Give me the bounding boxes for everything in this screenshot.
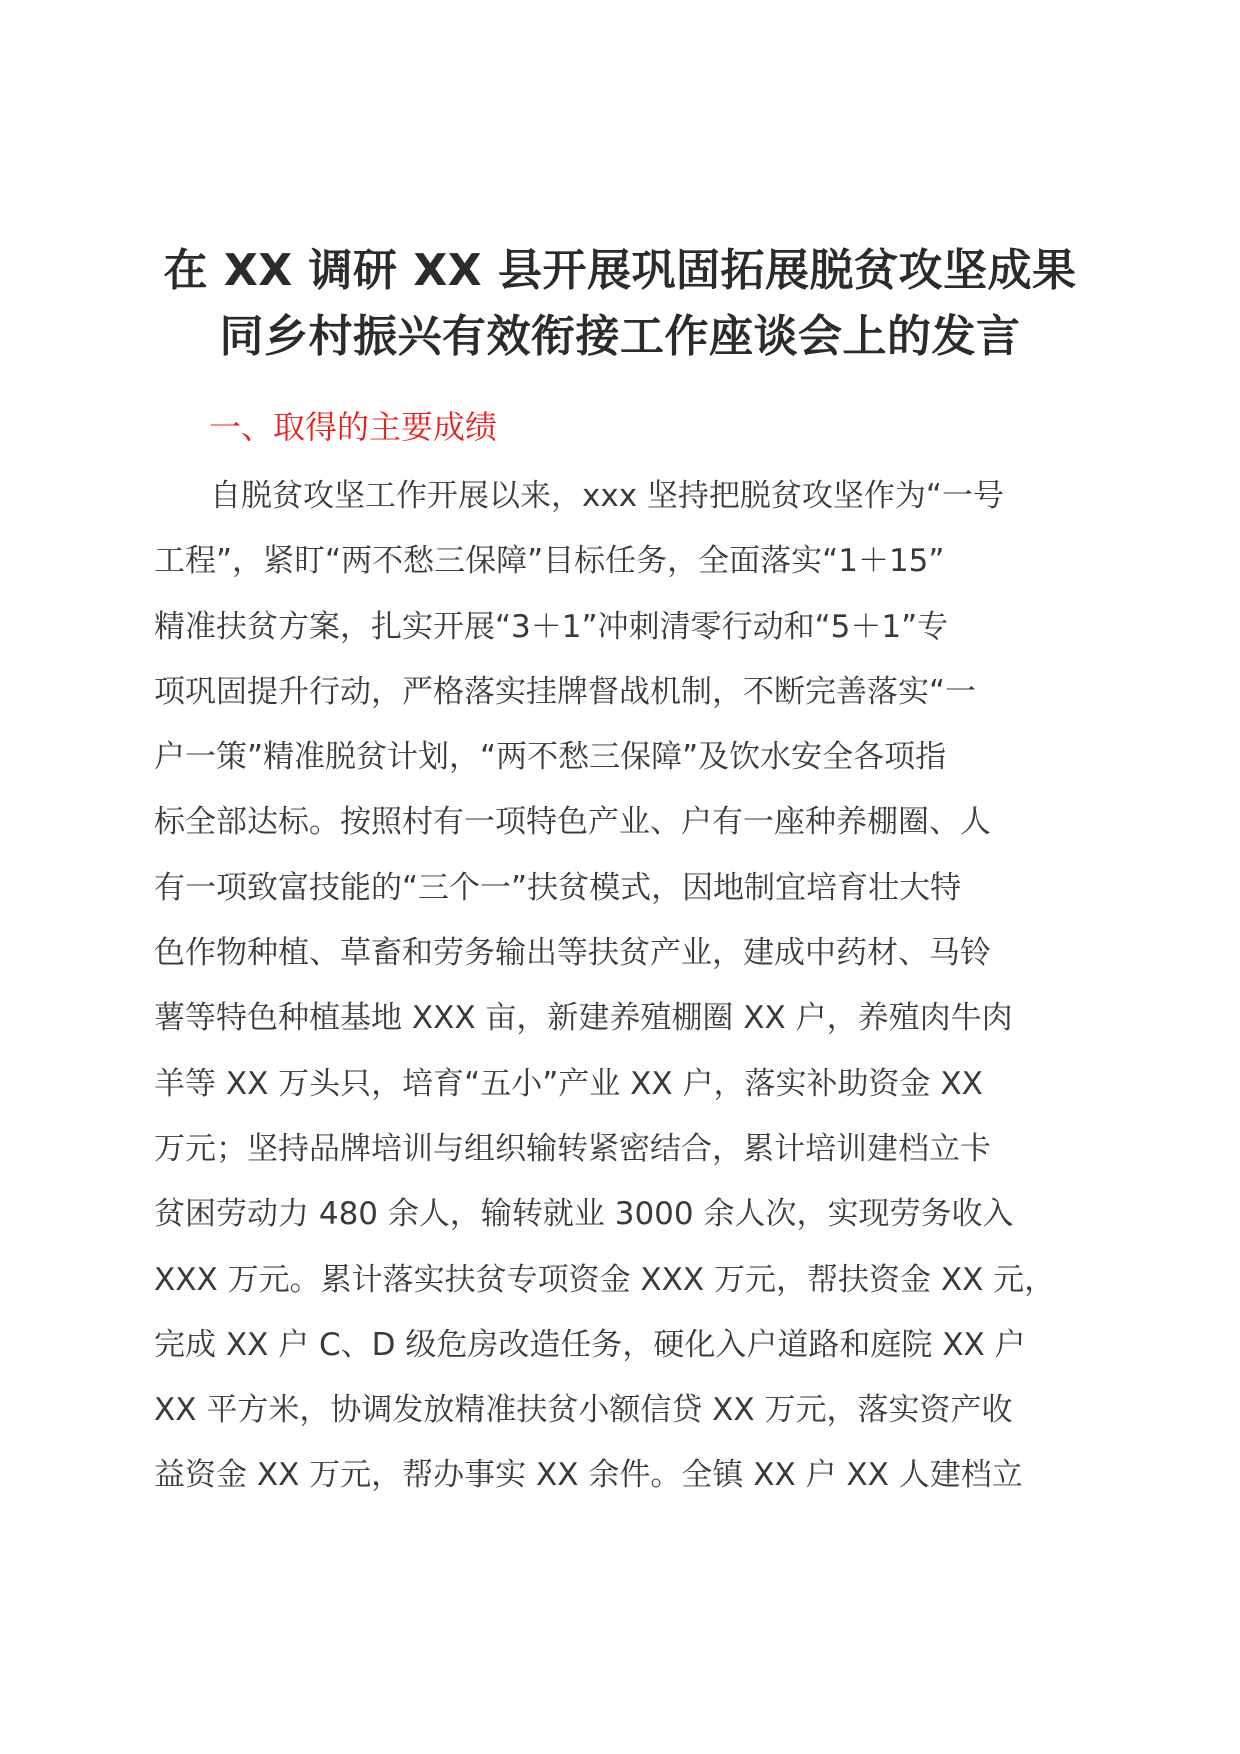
paragraph-line: 色作物种植、草畜和劳务输出等扶贫产业，建成中药材、马铃 [154,935,991,972]
paragraph-line: 贫困劳动力 480 余人，输转就业 3000 余人次，实现劳务收入 [154,1196,1014,1233]
paragraph-line: XX 平方米，协调发放精准扶贫小额信贷 XX 万元，落实资产收 [154,1392,1013,1429]
paragraph-line: 薯等特色种植基地 XXX 亩，新建养殖棚圈 XX 户，养殖肉牛肉 [154,1000,1013,1037]
paragraph-line: 万元；坚持品牌培训与组织输转紧密结合，累计培训建档立卡 [154,1130,991,1167]
paragraph-line: 项巩固提升行动，严格落实挂牌督战机制，不断完善落实“一 [154,673,977,710]
paragraph-line: 标全部达标。按照村有一项特色产业、户有一座种养棚圈、人 [154,804,991,841]
title-line-2: 同乡村振兴有效衔接工作座谈会上的发言 [219,311,1021,362]
paragraph-line: 户一策”精准脱贫计划，“两不愁三保障”及饮水安全各项指 [154,739,947,776]
paragraph-line: 有一项致富技能的“三个一”扶贫模式，因地制宜培育壮大特 [154,869,962,906]
paragraph-line: 精准扶贫方案，扎实开展“3＋1”冲刺清零行动和“5＋1”专 [154,608,949,645]
paragraph-line: 完成 XX 户 C、D 级危房改造任务，硬化入户道路和庭院 XX 户 [154,1326,1026,1363]
section-heading: 一、取得的主要成绩 [209,408,498,446]
body-paragraph [154,464,1094,1509]
paragraph-line: 自脱贫攻坚工作开展以来，xxx 坚持把脱贫攻坚作为“一号 [210,478,1004,514]
document-title [130,238,1110,370]
paragraph-line: XXX 万元。累计落实扶贫专项资金 XXX 万元，帮扶资金 XX 元， [154,1261,1056,1298]
paragraph-line: 工程”，紧盯“两不愁三保障”目标任务，全面落实“1＋15” [154,543,945,580]
title-line-1: 在 XX 调研 XX 县开展巩固拓展脱贫攻坚成果 [163,245,1077,296]
paragraph-line: 羊等 XX 万头只，培育“五小”产业 XX 户，落实补助资金 XX [154,1065,983,1102]
paragraph-line: 益资金 XX 万元，帮办事实 XX 余件。全镇 XX 户 XX 人建档立 [154,1457,1023,1494]
